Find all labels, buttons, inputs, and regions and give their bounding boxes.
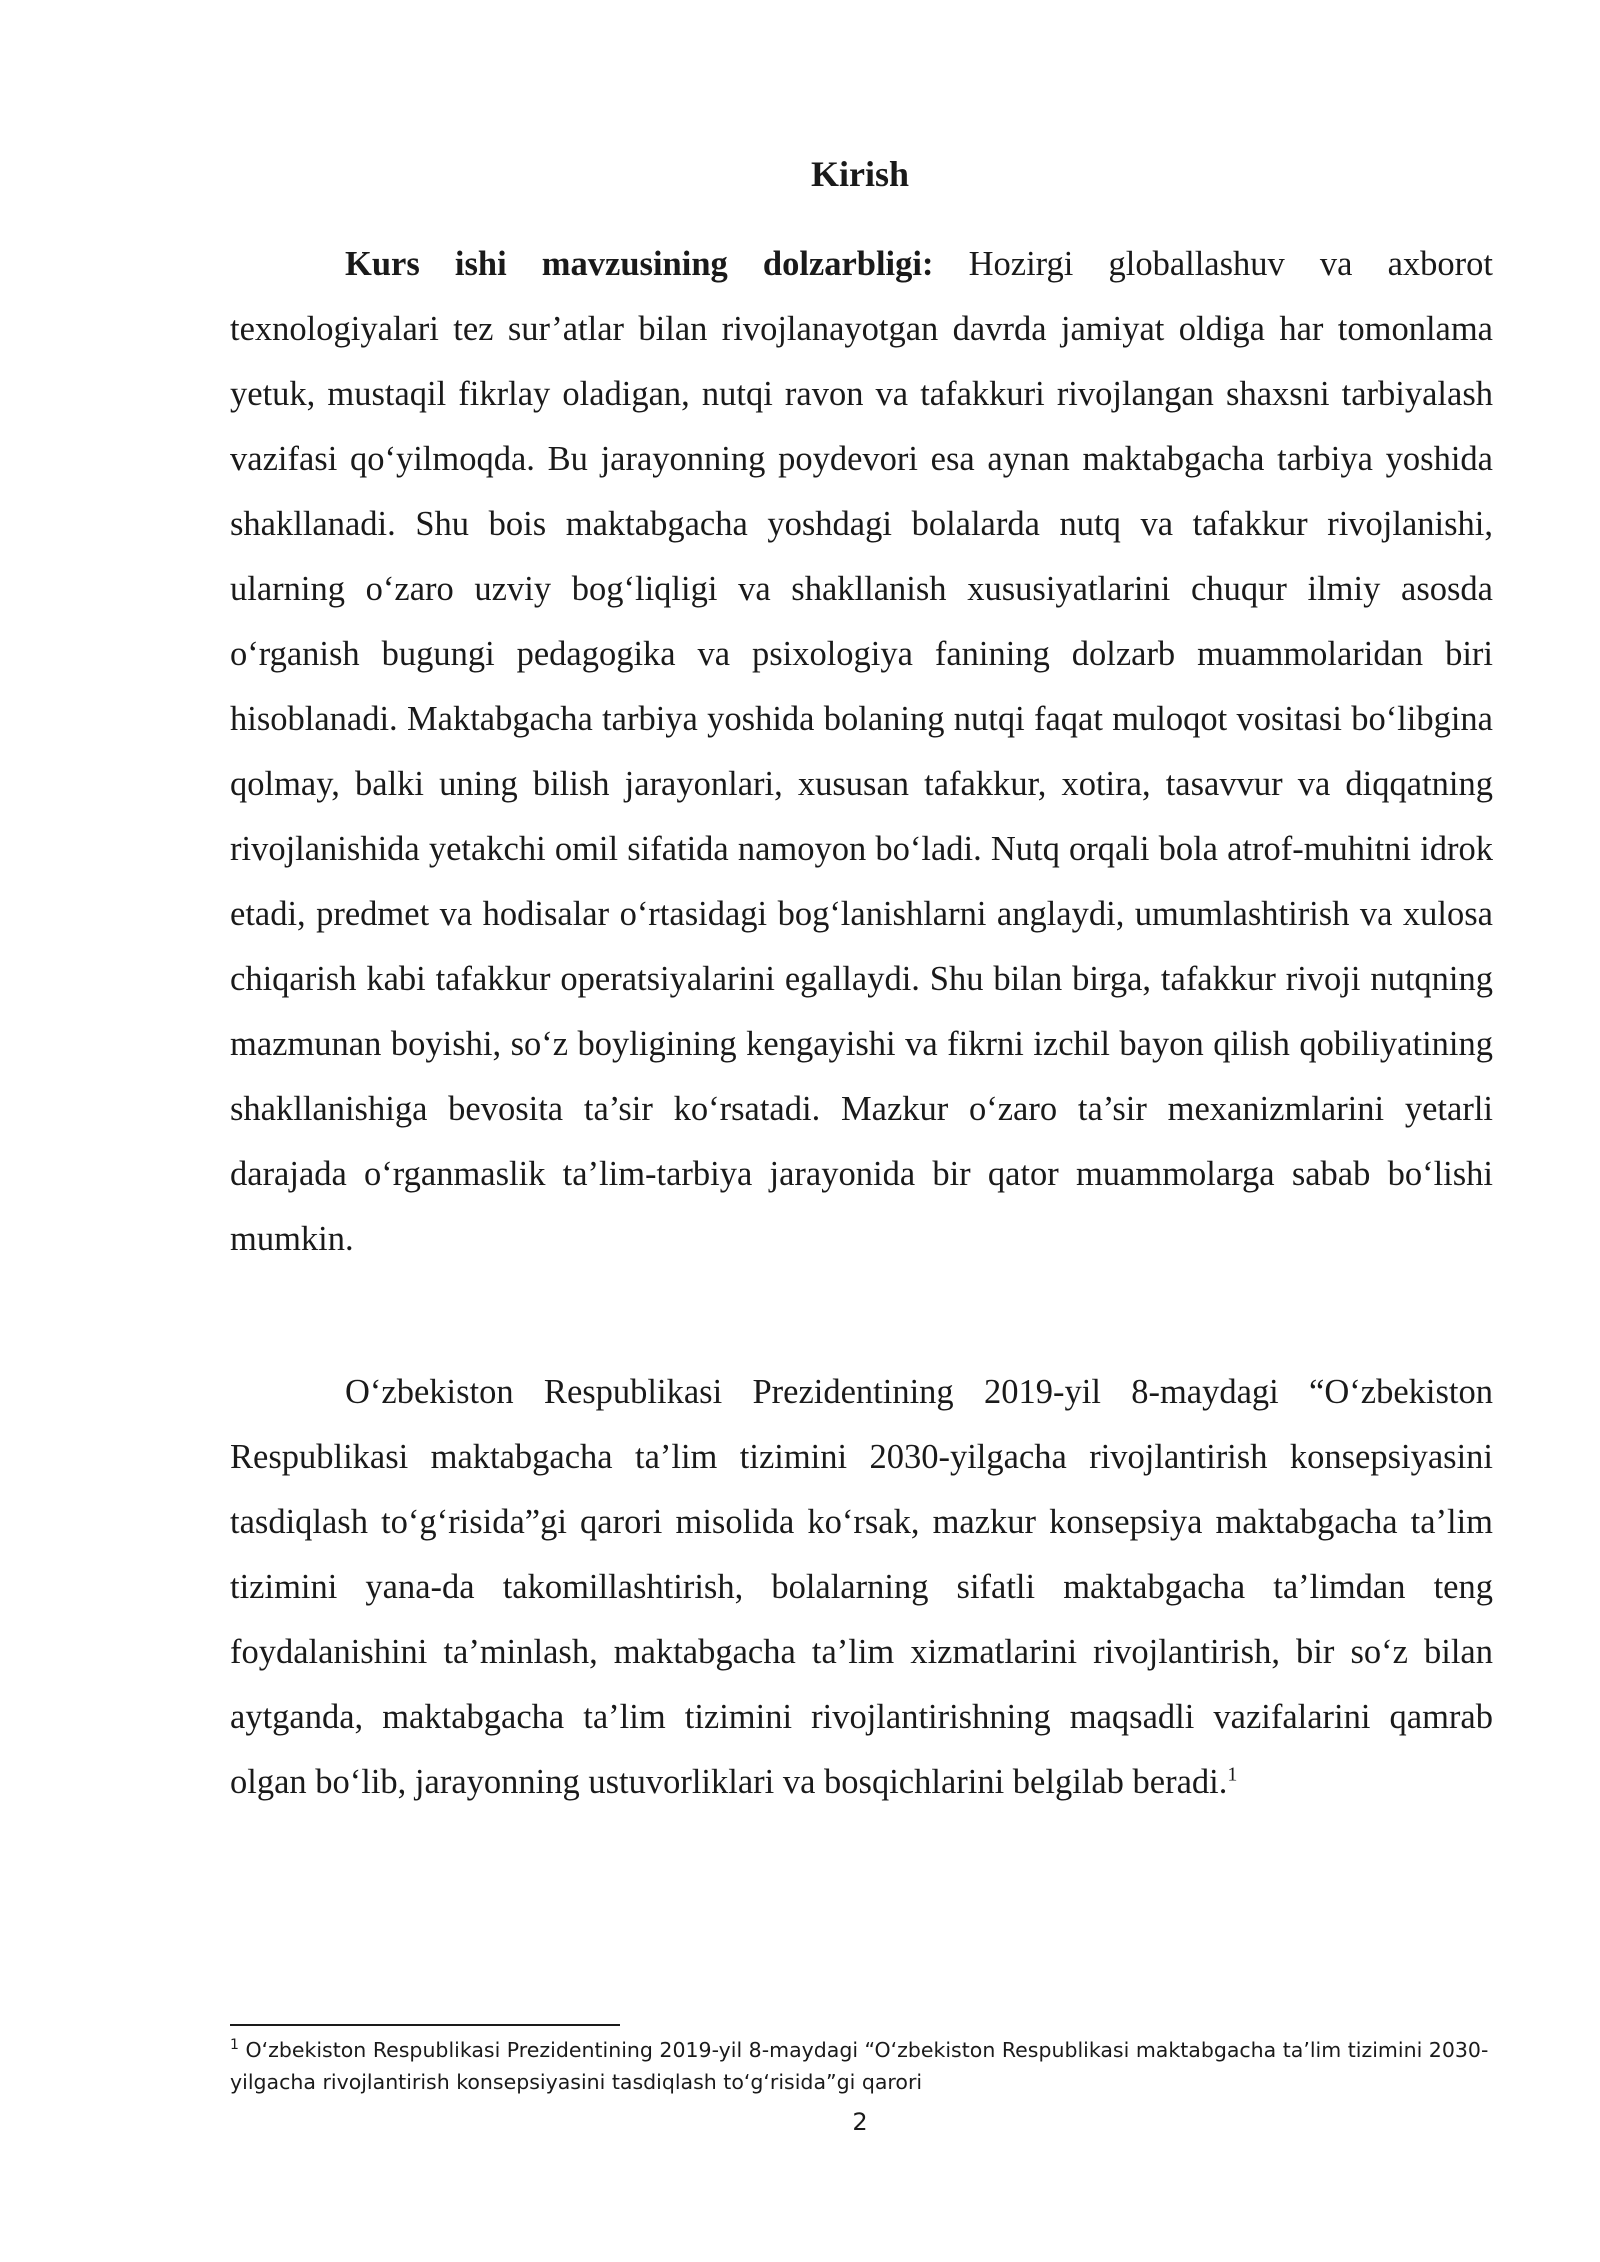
footnote-text: O‘zbekiston Respublikasi Prezidentining 2019-yil 8-maydagi “O‘zbekiston Respublikasi maktabgacha ta’lim tizimini 2030-yilgacha rivojlantirish konsepsiyasini tasdiqlash to‘g‘risida”gi qarori — [230, 2038, 1489, 2094]
footnote-reference[interactable]: 1 — [1227, 1763, 1238, 1786]
paragraph-text: O‘zbekiston Respublikasi Prezidentining 2019-yil 8-maydagi “O‘zbekiston Respublikasi maktabgacha ta’lim tizimini 2030-yilgacha rivojlantirish konsepsiyasini tasdiqlash to‘g‘risida”gi qarori misolida ko‘rsak, mazkur konsepsiya maktabgacha ta’lim tizimini yana-da takomillashtirish, bolalarning sifatli maktabgacha ta’limdan teng foydalanishini ta’minlash, maktabgacha ta’lim xizmatlarini rivojlantirish, bir so‘z bilan aytganda, maktabgacha ta’lim tizimini rivojlantirishning maqsadli vazifalarini qamrab olgan bo‘lib, jarayonning ustuvorliklari va bosqichlarini belgilab beradi. — [230, 1373, 1493, 1801]
footnote-separator — [230, 2024, 620, 2026]
footnote — [230, 2034, 1493, 2098]
paragraph-text: Hozirgi globallashuv va axborot texnologiyalari tez sur’atlar bilan rivojlanayotgan davrda jamiyat oldiga har tomonlama yetuk, mustaqil fikrlay oladigan, nutqi ravon va tafakkuri rivojlangan shaxsni tarbiyalash vazifasi qo‘yilmoqda. Bu jarayonning poydevori esa aynan maktabgacha tarbiya yoshida shakllanadi. Shu bois maktabgacha yoshdagi bolalarda nutq va tafakkur rivojlanishi, ularning o‘zaro uzviy bog‘liqligi va shakllanish xususiyatlarini chuqur ilmiy asosda o‘rganish bugungi pedagogika va psixologiya fanining dolzarb muammolaridan biri hisoblanadi. Maktabgacha tarbiya yoshida bolaning nutqi faqat muloqot vositasi bo‘libgina qolmay, balki uning bilish jarayonlari, xususan tafakkur, xotira, tasavvur va diqqatning rivojlanishida yetakchi omil sifatida namoyon bo‘ladi. Nutq orqali bola atrof-muhitni idrok etadi, predmet va hodisalar o‘rtasidagi bog‘lanishlarni anglaydi, umumlashtirish va xulosa chiqarish kabi tafakkur operatsiyalarini egallaydi. Shu bilan birga, tafakkur rivoji nutqning mazmunan boyishi, so‘z boyligining kengayishi va fikrni izchil bayon qilish qobiliyatining shakllanishiga bevosita ta’sir ko‘rsatadi. Mazkur o‘zaro ta’sir mexanizmlarini yetarli darajada o‘rganmaslik ta’lim-tarbiya jarayonida bir qator muammolarga sabab bo‘lishi mumkin. — [230, 245, 1493, 1258]
paragraph-decree — [230, 1360, 1493, 1815]
footnote-number: 1 — [230, 2037, 239, 2054]
page-number: 2 — [852, 2108, 868, 2136]
page-title: Kirish — [810, 154, 909, 194]
paragraph-relevance — [230, 232, 1493, 1272]
paragraph-lead: Kurs ishi mavzusining dolzarbligi: — [345, 245, 934, 283]
